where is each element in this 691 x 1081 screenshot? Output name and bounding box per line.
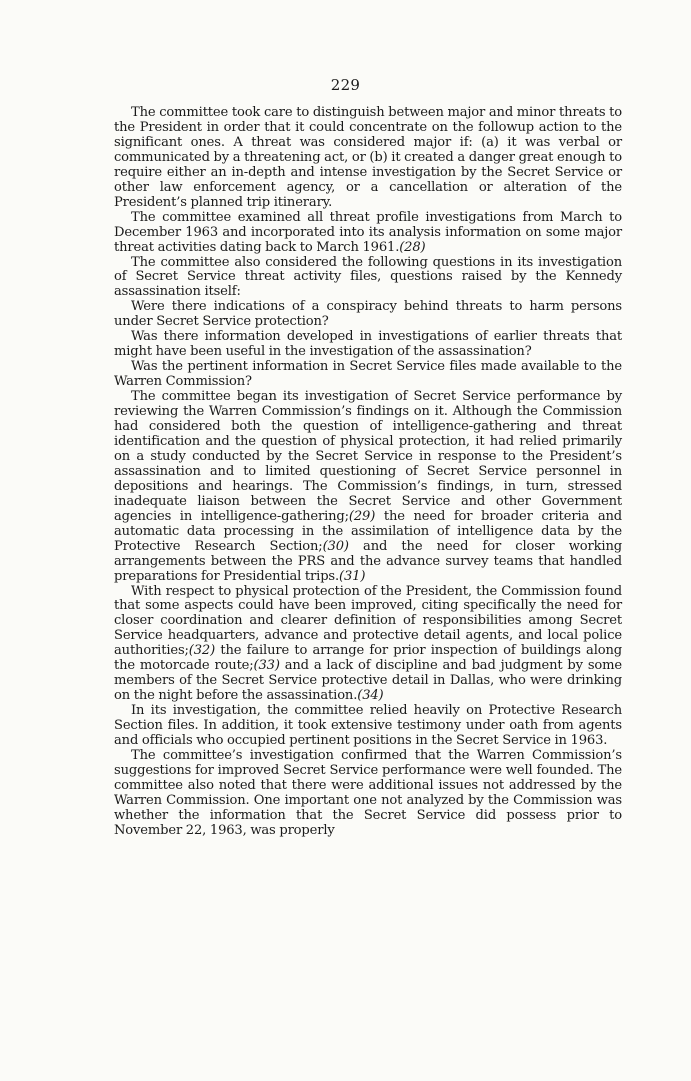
paragraph-questions-intro: The committee also considered the following questions in its investigation of Secret Service threat activity files, questions raised by the Kennedy assassination itself:: [114, 254, 622, 300]
paragraph-physical-protection: With respect to physical protection of the President, the Commission found that some aspects could have been improved, citing specifically the need for closer coordination and clearer definition of responsibilities among Secret Service headquarters, advance and protective detail agents, and local police authorities;(32) the failure to arrange for prior inspection of buildings along the motorcade route;(33) and a lack of discipline and bad judgment by some members of the Secret Service protective detail in Dallas, who were drinking on the night before the assassination.(34): [114, 583, 622, 704]
paragraph-commission-findings: The committee began its investigation of Secret Service performance by reviewing the Warren Commission’s findings on it. Although the Commission had considered both the question of intelligence-gathering and threat identification and the question of physical protection, it had relied primarily on a study conducted by the Secret Service in response to the President’s assassination and to limited questioning of Secret Service personnel in depositions and hearings. The Commission’s findings, in turn, stressed inadequate liaison between the Secret Service and other Government agencies in intelligence-gathering;(29) the need for broader criteria and automatic data processing in the assimilation of intelligence data by the Protective Research Section;(30) and the need for closer working arrangements between the PRS and the advance survey teams that handled preparations for Presidential trips.(31): [114, 389, 623, 584]
paragraph-question-conspiracy: Were there indications of a conspiracy behind threats to harm persons under Secret Service protection?: [114, 299, 622, 330]
page-number: 229: [330, 76, 361, 94]
paragraph-question-warren-commission: Was the pertinent information in Secret Service files made available to the Warren Commission?: [114, 359, 622, 390]
body-text: [114, 106, 622, 839]
paragraph-prs-files: In its investigation, the committee relied heavily on Protective Research Section files. In addition, it took extensive testimony under oath from agents and officials who occupied pertinent positions in the Secret Service in 1963.: [114, 703, 622, 749]
paragraph-threat-profile-investigations: The committee examined all threat profile investigations from March to December 1963 and incorporated into its analysis information on some major threat activities dating back to March 1961.(28): [114, 209, 622, 255]
paragraph-investigation-confirmed: The committee’s investigation confirmed that the Warren Commission’s suggestions for improved Secret Service performance were well founded. The committee also noted that there were additional issues not addressed by the Warren Commission. One important one not analyzed by the Commission was whether the information that the Secret Service did possess prior to November 22, 1963, was properly: [114, 747, 622, 838]
paragraph-question-earlier-threats: Was there information developed in investigations of earlier threats that might have been useful in the investigation of the assassination?: [114, 329, 622, 360]
paragraph-threat-criteria: The committee took care to distinguish between major and minor threats to the President in order that it could concentrate on the followup action to the significant ones. A threat was considered major if: (a) it was verbal or communicated by a threatening act, or (b) it created a danger great enough to require either an in-depth and intense investigation by the Secret Service or other law enforcement agency, or a cancellation or alteration of the President’s planned trip itinerary.: [114, 105, 622, 210]
